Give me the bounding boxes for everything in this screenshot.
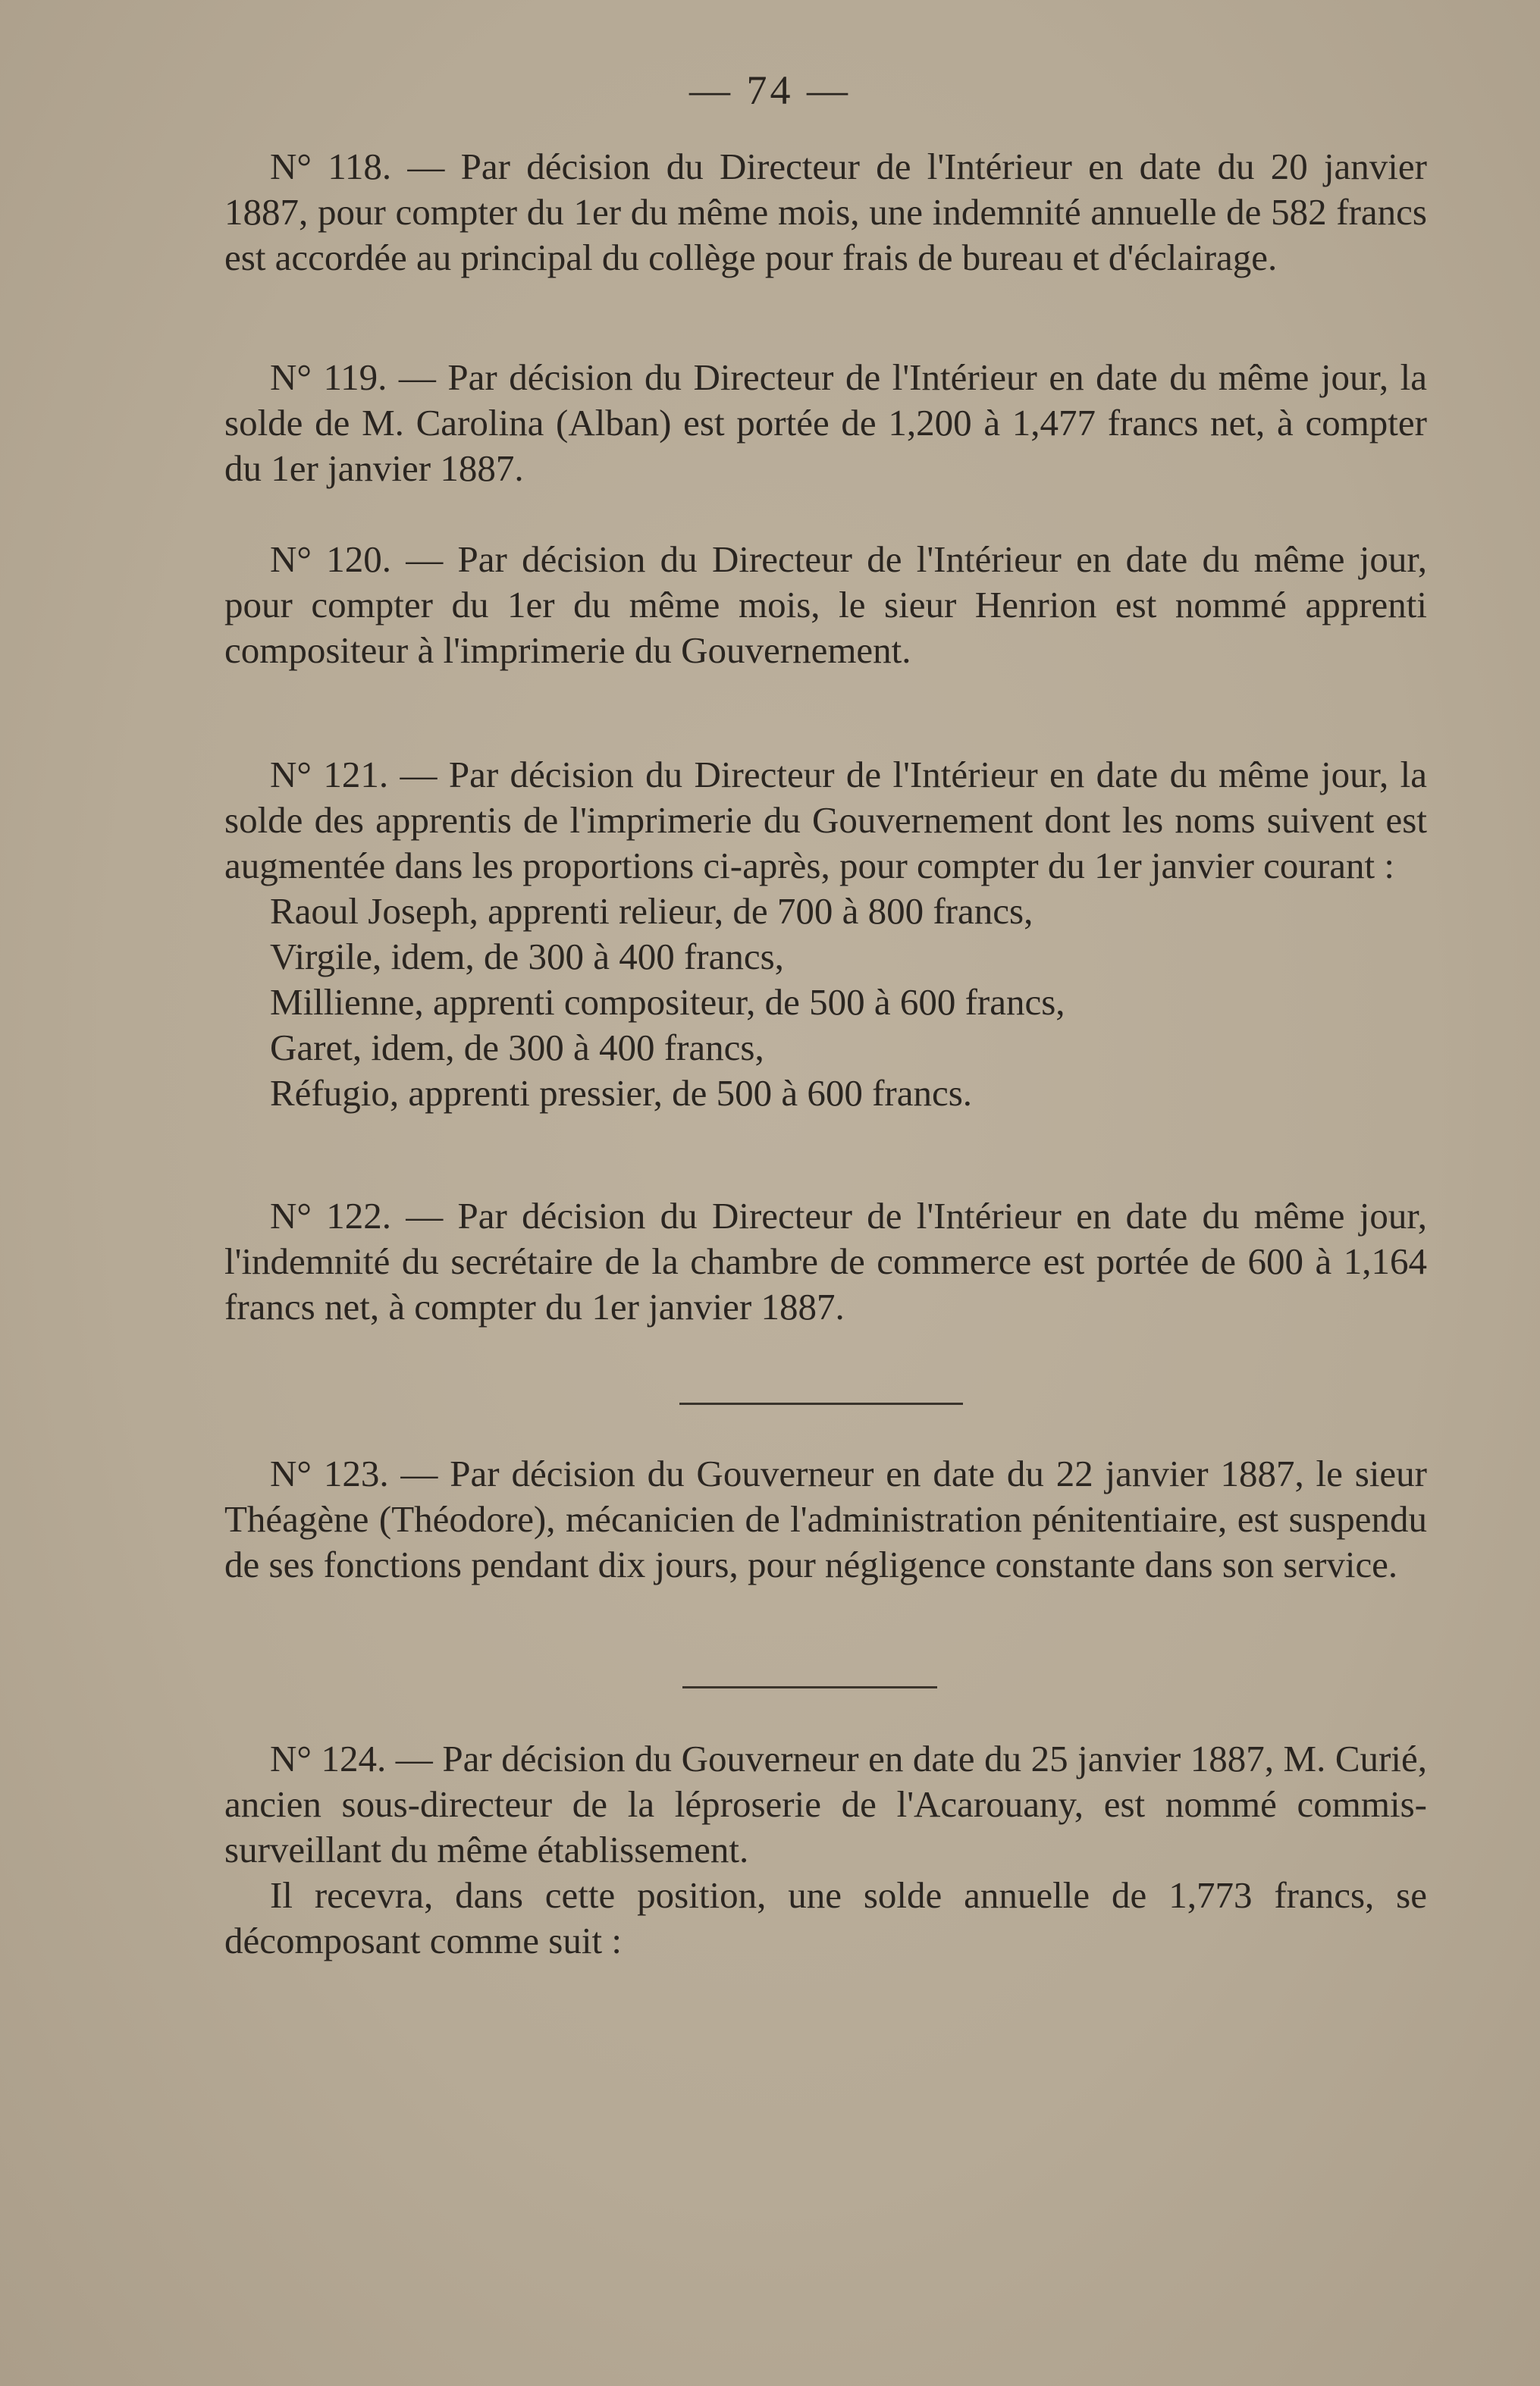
list-item: Réfugio, apprenti pressier, de 500 à 600 francs. [270, 1072, 973, 1114]
entry-122-text: N° 122. — Par décision du Directeur de l'Intérieur en date du même jour, l'indemnité du secrétaire de la chambre de commerce est portée de 600 à 1,164 francs net, à compter du 1er janvier 1887. [224, 1195, 1427, 1328]
list-item: Virgile, idem, de 300 à 400 francs, [270, 936, 784, 977]
entry-123 [224, 1451, 1427, 1588]
entry-119-text: N° 119. — Par décision du Directeur de l'Intérieur en date du même jour, la solde de M. Carolina (Alban) est portée de 1,200 à 1,477 francs net, à compter du 1er janvier 1887. [224, 356, 1427, 489]
entry-124-text: N° 124. — Par décision du Gouverneur en date du 25 janvier 1887, M. Curié, ancien sous-directeur de la léproserie de l'Acarouany, est nommé commis-surveillant du même établissement. [224, 1738, 1427, 1870]
page-number: — 74 — [689, 67, 851, 113]
entry-124 [224, 1736, 1427, 1964]
entry-120-text: N° 120. — Par décision du Directeur de l'Intérieur en date du même jour, pour compter du 1er du même mois, le sieur Henrion est nommé apprenti compositeur à l'imprimerie du Gouvernement. [224, 538, 1427, 671]
entry-123-text: N° 123. — Par décision du Gouverneur en date du 22 janvier 1887, le sieur Théagène (Théodore), mécanicien de l'administration pénitentiaire, est suspendu de ses fonctions pendant dix jours, pour négligence constante dans son service. [224, 1453, 1427, 1585]
entry-119 [224, 355, 1427, 491]
separator-line [682, 1686, 937, 1688]
separator-line [679, 1403, 963, 1405]
list-item: Garet, idem, de 300 à 400 francs, [270, 1027, 764, 1068]
list-item: Millienne, apprenti compositeur, de 500 à 600 francs, [270, 981, 1065, 1023]
entry-120 [224, 537, 1427, 673]
entry-121 [224, 752, 1427, 1116]
entry-124-continuation: Il recevra, dans cette position, une solde annuelle de 1,773 francs, se décomposant comme suit : [224, 1874, 1427, 1961]
entry-118-text: N° 118. — Par décision du Directeur de l'Intérieur en date du 20 janvier 1887, pour compter du 1er du même mois, une indemnité annuelle de 582 francs est accordée au principal du collège pour frais de bureau et d'éclairage. [224, 146, 1427, 278]
entry-122 [224, 1193, 1427, 1330]
entry-121-text: N° 121. — Par décision du Directeur de l'Intérieur en date du même jour, la solde des apprentis de l'imprimerie du Gouvernement dont les noms suivent est augmentée dans les proportions ci-après, pour compter du 1er janvier courant : [224, 754, 1427, 886]
entry-121-list [224, 889, 1427, 1116]
entry-118 [224, 144, 1427, 281]
list-item: Raoul Joseph, apprenti relieur, de 700 à 800 francs, [270, 890, 1033, 932]
